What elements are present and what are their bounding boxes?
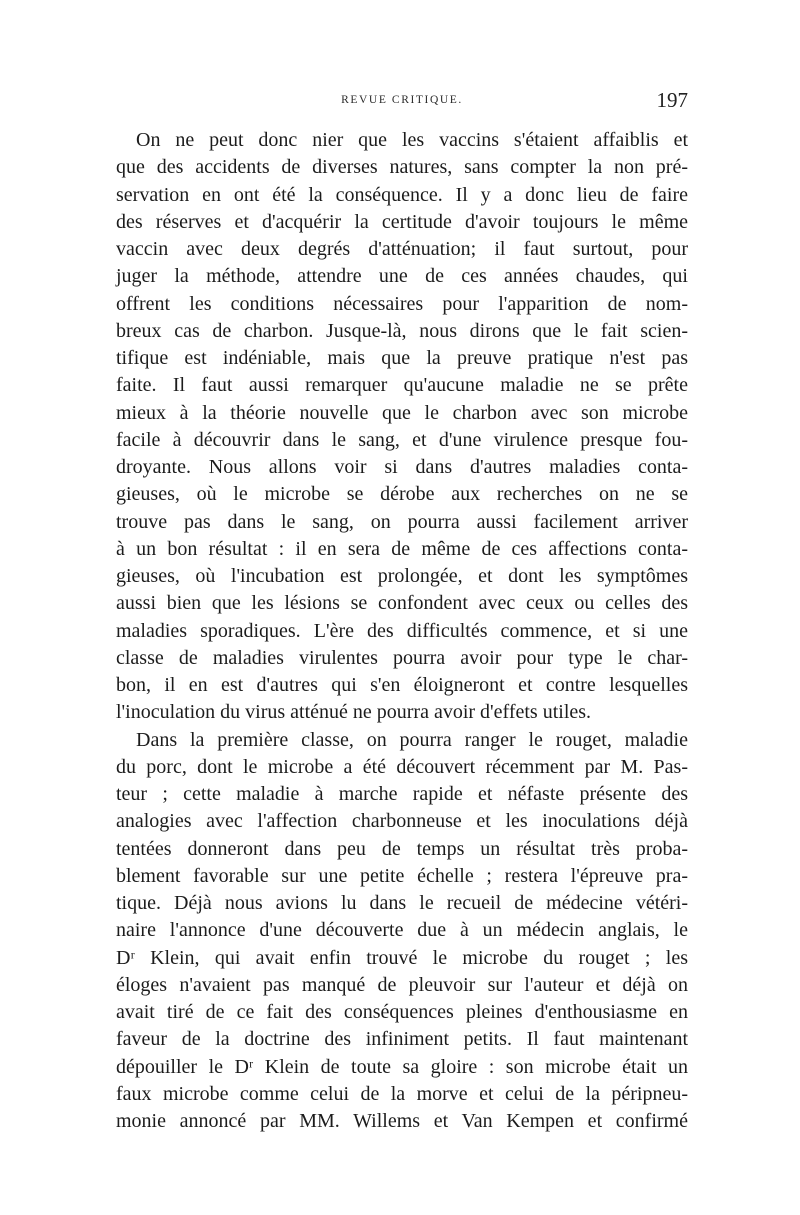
text-line: tifique est indéniable, mais que la preuve pratique n'est pas xyxy=(116,347,688,369)
text-line: tique. Déjà nous avions lu dans le recueil de médecine vétéri- xyxy=(116,892,688,914)
text-line: gieuses, où l'incubation est prolongée, et dont les symptômes xyxy=(116,565,688,587)
text-line: servation en ont été la conséquence. Il y a donc lieu de faire xyxy=(116,183,688,206)
text-line: classe de maladies virulentes pourra avoir pour type le char- xyxy=(116,646,688,669)
text-line: breux cas de charbon. Jusque-là, nous dirons que le fait scien- xyxy=(116,319,688,342)
text-line: du porc, dont le microbe a été découvert récemment par M. Pas- xyxy=(116,755,688,778)
text-line: analogies avec l'affection charbonneuse et les inoculations déjà xyxy=(116,810,688,833)
text-line: maladies sporadiques. L'ère des difficultés commence, et si une xyxy=(116,619,688,642)
text-line: facile à découvrir dans le sang, et d'une virulence presque fou- xyxy=(116,428,688,451)
text-line: des réserves et d'acquérir la certitude d'avoir toujours le même xyxy=(116,210,688,233)
text-line: Dans la première classe, on pourra ranger le rouget, maladie xyxy=(136,728,688,751)
text-line: droyante. Nous allons voir si dans d'autres maladies conta- xyxy=(116,456,688,478)
text-line: naire l'annonce d'une découverte due à un médecin anglais, le xyxy=(116,919,688,942)
text-line: faite. Il faut aussi remarquer qu'aucune maladie ne se prête xyxy=(116,374,688,397)
running-title: REVUE CRITIQUE. xyxy=(341,94,463,106)
text-line: vaccin avec deux degrés d'atténuation; il faut surtout, pour xyxy=(116,238,688,260)
text-line: gieuses, où le microbe se dérobe aux recherches on ne se xyxy=(116,483,688,506)
text-line: Dʳ Klein, qui avait enfin trouvé le microbe du rouget ; les xyxy=(116,946,688,969)
text-line: mieux à la théorie nouvelle que le charbon avec son microbe xyxy=(116,401,688,424)
text-line: faux microbe comme celui de la morve et celui de la péripneu- xyxy=(116,1082,688,1105)
text-line: dépouiller le Dʳ Klein de toute sa gloire : son microbe était un xyxy=(116,1055,688,1078)
text-line: avait tiré de ce fait des conséquences pleines d'enthousiasme en xyxy=(116,1001,688,1023)
text-line: monie annoncé par MM. Willems et Van Kempen et confirmé xyxy=(116,1110,688,1132)
body-text xyxy=(116,127,688,1135)
text-line: aussi bien que les lésions se confondent avec ceux ou celles des xyxy=(116,592,688,615)
text-line: teur ; cette maladie à marche rapide et néfaste présente des xyxy=(116,783,688,805)
text-line: bon, il en est d'autres qui s'en éloigneront et contre lesquelles xyxy=(116,674,688,696)
text-line: offrent les conditions nécessaires pour l'apparition de nom- xyxy=(116,292,688,315)
text-line: juger la méthode, attendre une de ces années chaudes, qui xyxy=(116,265,688,288)
text-line: On ne peut donc nier que les vaccins s'étaient affaiblis et xyxy=(136,129,688,151)
page-number: 197 xyxy=(656,88,688,112)
text-line: à un bon résultat : il en sera de même de ces affections conta- xyxy=(116,537,688,560)
text-line: que des accidents de diverses natures, sans compter la non pré- xyxy=(116,156,688,179)
text-line: tentées donneront dans peu de temps un résultat très proba- xyxy=(116,837,688,860)
text-line: l'inoculation du virus atténué ne pourra avoir d'effets utiles. xyxy=(116,701,592,724)
page-header xyxy=(116,88,688,114)
text-line: faveur de la doctrine des infiniment petits. Il faut maintenant xyxy=(116,1028,688,1051)
text-line: éloges n'avaient pas manqué de pleuvoir sur l'auteur et déjà on xyxy=(116,973,688,996)
text-line: trouve pas dans le sang, on pourra aussi facilement arriver xyxy=(116,510,688,533)
text-line: blement favorable sur une petite échelle ; restera l'épreuve pra- xyxy=(116,864,688,887)
